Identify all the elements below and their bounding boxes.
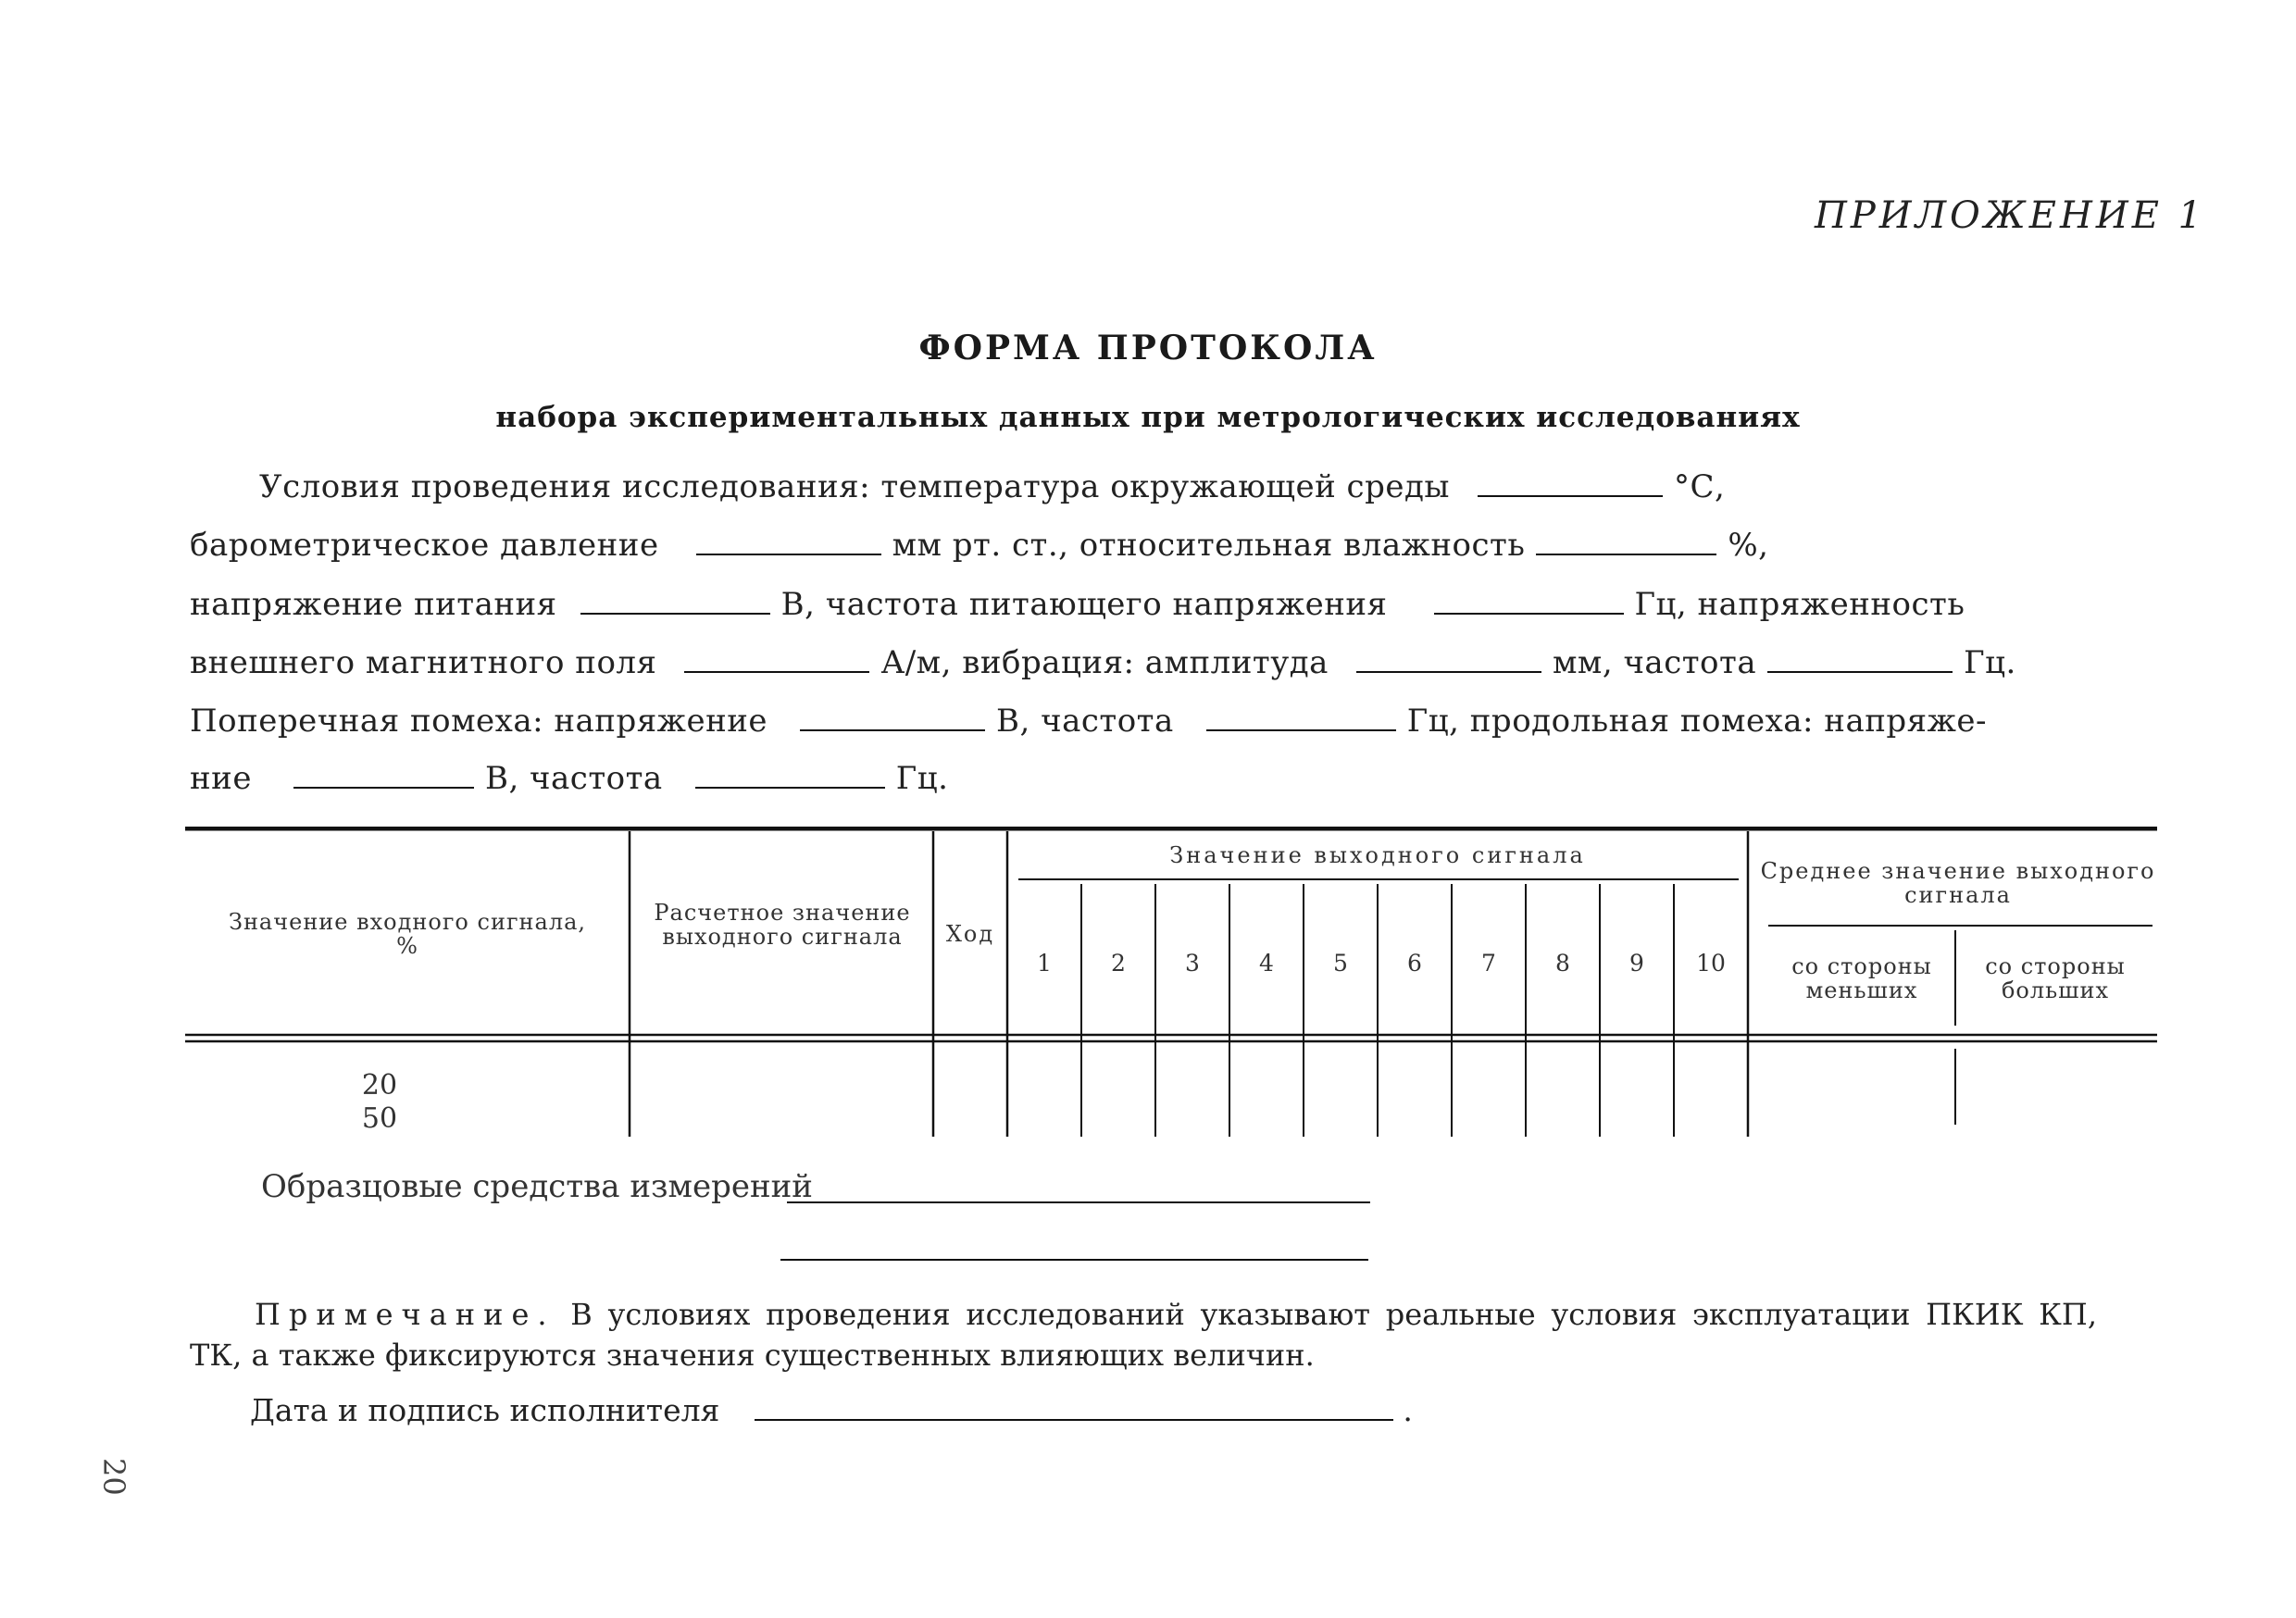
header-input-signal: Значение входного сигнала, % bbox=[228, 909, 587, 959]
output-col-header: 2 bbox=[1111, 950, 1126, 977]
protocol-table bbox=[185, 827, 2157, 1141]
input-value-row: 50 bbox=[361, 1102, 398, 1135]
output-col-header: 5 bbox=[1333, 950, 1348, 977]
conditions-text: барометрическое давление bbox=[190, 527, 659, 564]
input-values bbox=[333, 1069, 426, 1136]
transverse-frequency-field[interactable] bbox=[1206, 702, 1396, 731]
output-col-header: 4 bbox=[1259, 950, 1274, 977]
transverse-voltage-field[interactable] bbox=[800, 702, 985, 731]
reference-instruments-field-1[interactable] bbox=[787, 1201, 1370, 1203]
conditions-unit: Гц. bbox=[1964, 644, 2016, 681]
header-stroke: Ход bbox=[945, 921, 995, 947]
conditions-text: В, частота питающего напряжения bbox=[780, 586, 1388, 623]
longitudinal-voltage-field[interactable] bbox=[293, 759, 474, 789]
document-title: ФОРМА ПРОТОКОЛА bbox=[918, 329, 1378, 367]
output-col-header: 1 bbox=[1037, 950, 1052, 977]
signature-line bbox=[250, 1391, 1413, 1428]
conditions-line-3 bbox=[190, 585, 1965, 623]
header-output-group: Значение выходного сигнала bbox=[1169, 842, 1586, 868]
note-text: В условиях проведения исследований указывают реальные условия эксплуатации ПКИК КП, ТК, а также фиксируются значения существенных влияющих величин. bbox=[190, 1297, 2098, 1373]
signature-label: Дата и подпись исполнителя bbox=[250, 1392, 720, 1428]
output-col-header: 3 bbox=[1185, 950, 1200, 977]
conditions-text: Условия проведения исследования: температура окружающей среды bbox=[259, 468, 1450, 505]
conditions-text: В, частота bbox=[484, 760, 663, 797]
appendix-label: ПРИЛОЖЕНИЕ 1 bbox=[1815, 194, 2206, 237]
pressure-field[interactable] bbox=[696, 526, 881, 555]
vibration-amplitude-field[interactable] bbox=[1356, 643, 1541, 673]
reference-instruments-label: Образцовые средства измерений bbox=[261, 1168, 813, 1205]
longitudinal-frequency-field[interactable] bbox=[695, 759, 885, 789]
output-col-header: 7 bbox=[1481, 950, 1496, 977]
signature-field[interactable] bbox=[755, 1391, 1393, 1421]
header-mean-group: Среднее значение выходного сигнала bbox=[1760, 858, 2156, 908]
conditions-unit: Гц. bbox=[895, 760, 949, 797]
output-col-header: 9 bbox=[1629, 950, 1644, 977]
note-label: Примечание. bbox=[255, 1297, 555, 1332]
conditions-text: В, частота bbox=[996, 703, 1174, 740]
temperature-field[interactable] bbox=[1478, 467, 1663, 497]
conditions-line-2 bbox=[190, 526, 1769, 564]
conditions-text: Гц, продольная помеха: напряже- bbox=[1406, 703, 1987, 740]
header-mean-lower: со стороны меньших bbox=[1791, 953, 1932, 1003]
humidity-field[interactable] bbox=[1536, 526, 1716, 555]
supply-voltage-field[interactable] bbox=[580, 585, 770, 615]
conditions-text: мм, частота bbox=[1552, 644, 1757, 681]
conditions-text: А/м, вибрация: амплитуда bbox=[880, 644, 1329, 681]
supply-frequency-field[interactable] bbox=[1434, 585, 1624, 615]
output-col-header: 10 bbox=[1696, 950, 1726, 977]
conditions-text: мм рт. ст., относительная влажность bbox=[892, 527, 1526, 564]
conditions-text: напряжение питания bbox=[190, 586, 557, 623]
conditions-line-6 bbox=[190, 759, 948, 797]
header-mean-upper: со стороны больших bbox=[1985, 953, 2126, 1003]
vibration-frequency-field[interactable] bbox=[1767, 643, 1953, 673]
conditions-unit: °С, bbox=[1673, 468, 1726, 505]
document-subtitle: набора экспериментальных данных при метрологических исследованиях bbox=[495, 401, 1801, 434]
conditions-unit: %, bbox=[1728, 527, 1769, 564]
conditions-text: Гц, напряженность bbox=[1634, 586, 1965, 623]
conditions-line-4 bbox=[190, 643, 2016, 681]
conditions-text: Поперечная помеха: напряжение bbox=[190, 703, 768, 740]
conditions-text: ние bbox=[190, 760, 252, 797]
conditions-text: внешнего магнитного поля bbox=[190, 644, 657, 681]
conditions-line-5 bbox=[190, 702, 1987, 740]
note-paragraph bbox=[190, 1294, 2097, 1375]
output-col-header: 6 bbox=[1407, 950, 1422, 977]
conditions-line-1 bbox=[259, 467, 1725, 505]
header-calculated-output: Расчетное значение выходного сигнала bbox=[654, 900, 911, 950]
magnetic-field-field[interactable] bbox=[684, 643, 869, 673]
signature-end: . bbox=[1403, 1392, 1413, 1428]
reference-instruments-field-2[interactable] bbox=[780, 1259, 1368, 1261]
input-value-row: 20 bbox=[361, 1069, 398, 1101]
output-col-header: 8 bbox=[1555, 950, 1570, 977]
page-number: 20 bbox=[96, 1458, 131, 1496]
